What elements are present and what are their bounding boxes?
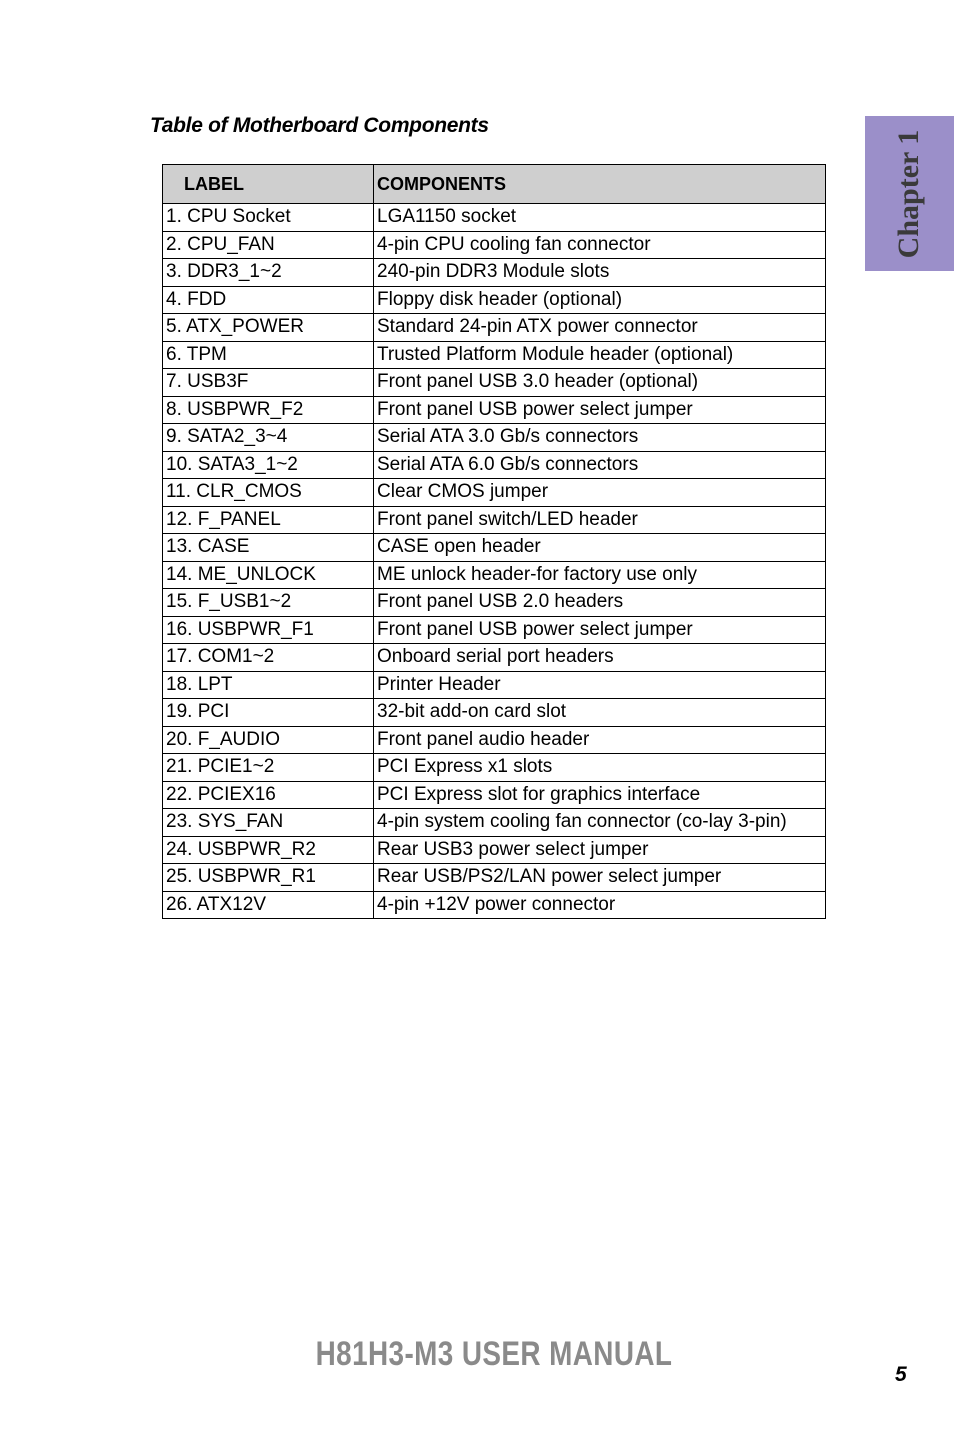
table-row <box>163 616 826 644</box>
label-cell: 11. CLR_CMOS <box>163 479 374 507</box>
label-cell: 23. SYS_FAN <box>163 809 374 837</box>
component-cell: Front panel audio header <box>374 726 826 754</box>
component-cell: PCI Express x1 slots <box>374 754 826 782</box>
component-cell: Rear USB3 power select jumper <box>374 836 826 864</box>
table-row <box>163 286 826 314</box>
label-cell: 22. PCIEX16 <box>163 781 374 809</box>
table-row <box>163 506 826 534</box>
table-row <box>163 781 826 809</box>
component-cell: Trusted Platform Module header (optional) <box>374 341 826 369</box>
component-cell: 240-pin DDR3 Module slots <box>374 259 826 287</box>
label-cell: 15. F_USB1~2 <box>163 589 374 617</box>
table-row <box>163 369 826 397</box>
label-cell: 26. ATX12V <box>163 891 374 919</box>
label-cell: 1. CPU Socket <box>163 204 374 232</box>
table-row <box>163 809 826 837</box>
component-cell: Standard 24-pin ATX power connector <box>374 314 826 342</box>
component-cell: Front panel switch/LED header <box>374 506 826 534</box>
component-cell: CASE open header <box>374 534 826 562</box>
table-row <box>163 836 826 864</box>
label-cell: 10. SATA3_1~2 <box>163 451 374 479</box>
components-table <box>162 164 826 919</box>
component-cell: 32-bit add-on card slot <box>374 699 826 727</box>
label-cell: 25. USBPWR_R1 <box>163 864 374 892</box>
component-cell: PCI Express slot for graphics interface <box>374 781 826 809</box>
component-cell: Front panel USB power select jumper <box>374 396 826 424</box>
label-cell: 7. USB3F <box>163 369 374 397</box>
label-cell: 17. COM1~2 <box>163 644 374 672</box>
table-row <box>163 864 826 892</box>
label-cell: 5. ATX_POWER <box>163 314 374 342</box>
manual-footer-title: H81H3-M3 USER MANUAL <box>315 1335 673 1373</box>
component-cell: 4-pin +12V power connector <box>374 891 826 919</box>
table-row <box>163 479 826 507</box>
table-row <box>163 314 826 342</box>
table-row <box>163 534 826 562</box>
table-body <box>163 204 826 919</box>
table-row <box>163 204 826 232</box>
component-cell: Printer Header <box>374 671 826 699</box>
table-title: Table of Motherboard Components <box>150 114 489 137</box>
table-row <box>163 699 826 727</box>
component-cell: Clear CMOS jumper <box>374 479 826 507</box>
label-cell: 14. ME_UNLOCK <box>163 561 374 589</box>
table-row <box>163 671 826 699</box>
label-cell: 4. FDD <box>163 286 374 314</box>
label-cell: 12. F_PANEL <box>163 506 374 534</box>
table-row <box>163 891 826 919</box>
table-row <box>163 341 826 369</box>
label-column-header: LABEL <box>163 165 374 204</box>
chapter-tab <box>865 116 954 271</box>
table-header-row <box>163 165 826 204</box>
label-cell: 24. USBPWR_R2 <box>163 836 374 864</box>
table-row <box>163 424 826 452</box>
label-cell: 3. DDR3_1~2 <box>163 259 374 287</box>
page-number: 5 <box>895 1363 907 1386</box>
component-cell: 4-pin system cooling fan connector (co-lay 3-pin) <box>374 809 826 837</box>
label-cell: 19. PCI <box>163 699 374 727</box>
component-cell: Front panel USB 3.0 header (optional) <box>374 369 826 397</box>
table-row <box>163 396 826 424</box>
label-cell: 9. SATA2_3~4 <box>163 424 374 452</box>
label-cell: 16. USBPWR_F1 <box>163 616 374 644</box>
table-row <box>163 754 826 782</box>
label-cell: 18. LPT <box>163 671 374 699</box>
components-column-header: COMPONENTS <box>374 165 826 204</box>
table-row <box>163 259 826 287</box>
label-cell: 6. TPM <box>163 341 374 369</box>
label-cell: 13. CASE <box>163 534 374 562</box>
chapter-tab-label: Chapter 1 <box>892 129 925 259</box>
component-cell: Front panel USB power select jumper <box>374 616 826 644</box>
label-cell: 20. F_AUDIO <box>163 726 374 754</box>
table-row <box>163 726 826 754</box>
component-cell: Floppy disk header (optional) <box>374 286 826 314</box>
table-row <box>163 231 826 259</box>
component-cell: Front panel USB 2.0 headers <box>374 589 826 617</box>
label-cell: 2. CPU_FAN <box>163 231 374 259</box>
table-row <box>163 644 826 672</box>
table-row <box>163 451 826 479</box>
component-cell: 4-pin CPU cooling fan connector <box>374 231 826 259</box>
table-row <box>163 589 826 617</box>
component-cell: Serial ATA 6.0 Gb/s connectors <box>374 451 826 479</box>
component-cell: Rear USB/PS2/LAN power select jumper <box>374 864 826 892</box>
label-cell: 8. USBPWR_F2 <box>163 396 374 424</box>
component-cell: Onboard serial port headers <box>374 644 826 672</box>
component-cell: ME unlock header-for factory use only <box>374 561 826 589</box>
component-cell: Serial ATA 3.0 Gb/s connectors <box>374 424 826 452</box>
component-cell: LGA1150 socket <box>374 204 826 232</box>
label-cell: 21. PCIE1~2 <box>163 754 374 782</box>
table-row <box>163 561 826 589</box>
